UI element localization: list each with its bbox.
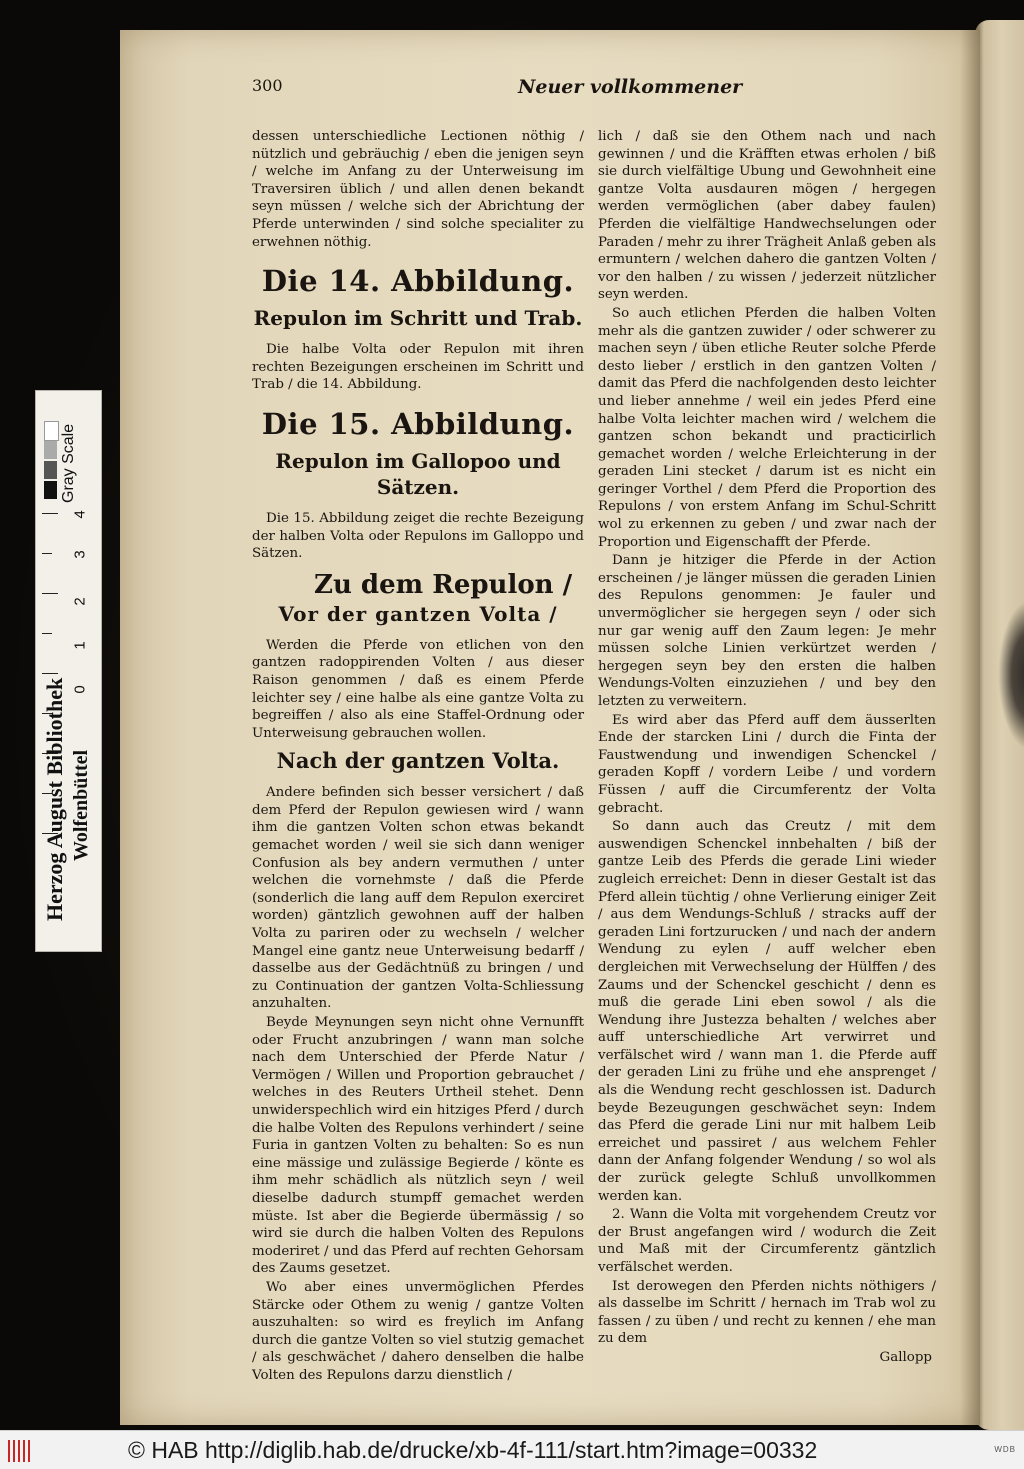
footer-code: WDB bbox=[994, 1445, 1016, 1454]
hab-logo-icon bbox=[6, 1437, 34, 1463]
nach-paragraph-1: Andere befinden sich besser versichert / daß dem Pferd der Repulon gewiesen wird / wann ihm die gantzen Volten schon etwas bekandt gemachet worden / weil sie sich dann weniger Confusion als bey andern vermuthen / unter welchen die vornehmste / daß die Pferde (sonderlich die lang auff dem Repulon exerciret worden) gäntzlich gewohnen auff der halben Volta zu pariren oder zu wechseln / welcher Mangel eine gantz neue Unterweisung bedarff / dasselbe aus der Gedächtnüß zu bringen / und zu Continuation der gantzen Volta-Schliessung anzuhalten. bbox=[252, 785, 584, 1012]
footer-bar bbox=[0, 1430, 1024, 1469]
running-head: Neuer vollkommener bbox=[518, 76, 743, 98]
library-name: Herzog August Bibliothek bbox=[42, 677, 67, 921]
nach-paragraph-2: Beyde Meynungen seyn nicht ohne Vernunfft oder Frucht anzubringen / wann man solche nach dem Unterschied der Pferde Natur / Vermögen / Willen und Proportion gebrauchet / welches in des Reuters Urtheil stehet. Denn unwiderspechlich wird ein hitziges Pferd / durch die halbe Volten des Repulons verhindert / seine Furia in gantzen Volten zu behalten: So es nun eine mässige und zulässige Begierde / könte es ihm mehr schädlich als nützlich seyn / weil dieselbe dadurch stumpff gemachet werden müste. Ist aber die Begierde übermässig / so wird sie durch die halben Volten des Repulons moderiret / und das Pferd auf rechten Gehorsam des Zaums gesetzet. bbox=[252, 1015, 584, 1277]
footer-credit-link[interactable]: © HAB http://diglib.hab.de/drucke/xb-4f-111/start.htm?image=00332 bbox=[128, 1437, 818, 1463]
fig14-heading: Die 14. Abbildung. bbox=[261, 264, 575, 299]
right-paragraph-7: Ist derowegen den Pferden nichts nöthigers / als dasselbe im Schritt / hernach im Trab wol zu fassen / zu üben / und recht zu kennen / ehe man zu dem bbox=[598, 1278, 936, 1347]
page-number: 300 bbox=[252, 76, 283, 95]
ruler-number-2: 2 bbox=[71, 597, 89, 606]
gray-patch-white bbox=[44, 421, 59, 441]
gray-patch-light bbox=[44, 441, 57, 459]
catchword: Gallopp bbox=[879, 1349, 932, 1365]
vor-paragraph: Werden die Pferde von etlichen von den gantzen radoppirenden Volten / aus dieser Raison genommen / daß es einem Pferde leichter sey / eine halbe als eine gantze Volta zu begreiffen / also als eine Staffel-Ordnung oder Unterweisung gebrauchen wollen. bbox=[252, 637, 584, 741]
right-paragraph-6: 2. Wann die Volta mit vorgehendem Creutz vor der Brust angefangen wird / wodurch die Zeit und Maß mit der Circumferentz gäntzlich verfälschet werden. bbox=[598, 1207, 936, 1275]
fig15-subheading: Repulon im Gallopoo und Sätzen. bbox=[275, 448, 561, 499]
right-paragraph-5: So dann auch das Creutz / mit dem auswendigen Schenckel innbehalten / biß der gantze Leib des Pferds die gerade Lini wieder zugleich erreichet: Denn in dieser Gestalt ist das Pferd allein tüchtig / ohne Verlierung einiger Zeit / aus dem Wendungs-Schluß / stracks auff der geraden Lini fortzurucken / und nach der andern Wendung zu eylen / auff welcher eben dergleichen mit Verwechselung der Hülffen / des Zaums und der Schenckel geschicht / denn es muß die gerade Lini eben sowol / als die Wendung ihre Justezza behalten / welches aber auff unterschiedliche Art verwirret und verfälschet wird / wann man 1. die Pferde auff der geraden Lini zu frühe und ehe ansprenget / als die Wendung recht geschlossen ist. Dadurch beyde Bezeugungen geschwächet seyn: Indem das Pferd die gerade Lini nur mit halbem Leib erreichet und passiret / aus welchem Fehler dann der Anfang folgender Wendung / so wol als der zurück gelegte Schluß unvollkommen werden kan. bbox=[598, 819, 936, 1204]
right-paragraph-2: So auch etlichen Pferden die halben Volten mehr als die gantzen zuwider / oder schwerer zu machen seyn / üben etliche Reuter solche Pferde desto lieber / erstlich in den gantzen Volten / damit das Pferd die nachfolgenden desto leichter und lieber annehme / weil ein jedes Pferd eine halbe Volta leichter machen wird / welchem die gantzen schon bekandt und practicirlich gemachet worden / welche Erleichterung in der geraden Lini stecket / darum ist es nicht ein geringer Vorthel / dem Pferd die Proportion des Repulons / von erstem Anfang im Schul-Schritt wol zu erkennen zu geben / und zwar nach der Proportion und Eigenschafft der Pferde. bbox=[598, 305, 936, 550]
left-intro-paragraph: dessen unterschiedliche Lectionen nöthig / nützlich und gebräuchig / eben die jenigen seyn / welche im Anfang zu der Unterweisung im Traversiren üblich / und allen denen bekandt seyn müssen / welche sich der Abrichtung der Pferde unterwinden / sind solche specialiter zu erwehnen nöthig. bbox=[252, 129, 584, 250]
library-city: Wolfenbüttel bbox=[70, 749, 92, 861]
ruler-number-3: 3 bbox=[71, 550, 89, 559]
ruler-number-1: 1 bbox=[71, 641, 89, 650]
fig15-paragraph: Die 15. Abbildung zeiget die rechte Bezeigung der halben Volta oder Repulons im Galloppo und Sätzen. bbox=[252, 510, 584, 562]
gray-scale-ruler bbox=[35, 390, 102, 952]
gray-patch-black bbox=[44, 481, 57, 499]
gray-scale-label: Gray Scale bbox=[60, 423, 77, 503]
right-paragraph-1: lich / daß sie den Othem nach und nach gewinnen / und die Kräfften etwas erholen / biß sie durch vielfältige Ubung und Gewohnheit eine gantze Volta ausdauren mögen / hergegen werden vermöglichen (aber dabey faulen) Pferden die vielfältige Handwechselungen oder Paraden / mehr zu ihrer Trägheit Anlaß geben als ermuntern / welchen dahero die gantzen Volten / vor den halben / zu wissen / jederzeit nützlicher seyn werden. bbox=[598, 129, 936, 303]
facing-page-ornament bbox=[998, 600, 1024, 750]
right-paragraph-4: Es wird aber das Pferd auff dem äusserlten Ende der starcken Lini / durch die Finta der Faustwendung und inwendigen Schenckel / geraden Kopff / vordern Leibe / und vordern Füssen / auff die Circumferentz der Volta gebracht. bbox=[598, 712, 936, 816]
ruler-number-4: 4 bbox=[71, 510, 89, 519]
ruler-tick bbox=[42, 513, 58, 514]
nach-paragraph-3: Wo aber eines unvermöglichen Pferdes Stärcke oder Othem zu wenig / gantze Volten auszuhalten: so wird es freylich im Anfang durch die gantze Volten so viel stutzig gemachet / als geschwächet / dahero denselben die halbe Volten des Repulons darzu dienstlich / bbox=[252, 1279, 584, 1383]
right-column bbox=[598, 128, 936, 1367]
fig15-heading: Die 15. Abbildung. bbox=[261, 406, 575, 441]
ruler-tick bbox=[42, 593, 58, 594]
right-paragraph-3: Dann je hitziger die Pferde in der Action erscheinen / je länger müssen die geraden Linien des Repulons genommen: Je fauler und unvermöglicher sie hergegen seyn / oder sich nur gar wenig auff den Zaum legen: Je mehr müssen solche Linien verkürtzet werden / hergegen seyn bey den ersten die halben Wendungs-Volten einzuziehen / und bey den letzten zu verweitern. bbox=[598, 553, 936, 709]
fig14-paragraph: Die halbe Volta oder Repulon mit ihren rechten Bezeigungen erscheinen im Schritt und Trab / die 14. Abbildung. bbox=[252, 342, 584, 393]
ruler-tick bbox=[42, 553, 52, 554]
gray-patch-dark bbox=[44, 461, 57, 479]
vor-der-volta-heading: Vor der gantzen Volta / bbox=[278, 601, 558, 626]
nach-der-volta-heading: Nach der gantzen Volta. bbox=[276, 748, 560, 774]
fig14-subheading: Repulon im Schritt und Trab. bbox=[253, 306, 583, 331]
ruler-tick bbox=[42, 673, 58, 674]
ruler-number-0: 0 bbox=[71, 685, 89, 694]
ruler-tick bbox=[42, 633, 52, 634]
zu-dem-repulon-heading: Zu dem Repulon / bbox=[314, 569, 573, 600]
left-column bbox=[252, 128, 584, 1385]
